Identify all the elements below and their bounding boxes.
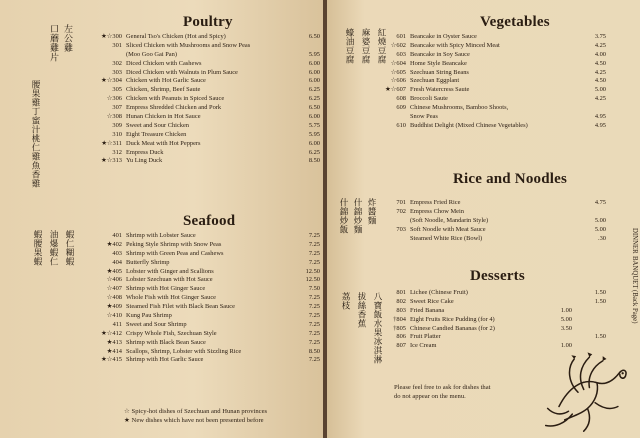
menu-item-price: 7.25 <box>308 312 320 320</box>
menu-item-name: Crispy Whole Fish, Szechuan Style <box>126 329 217 337</box>
menu-item-price: 4.25 <box>594 95 606 103</box>
menu-item-row <box>100 232 320 241</box>
menu-item-number: 608 <box>396 95 406 103</box>
phoenix-illustration <box>540 340 635 435</box>
menu-item-name: Shrimp with Lobster Sauce <box>126 232 196 239</box>
menu-item-price: 5.00 <box>560 315 572 323</box>
menu-item-number: ★☆311 <box>101 139 122 147</box>
menu-item-price: 3.50 <box>560 324 572 332</box>
menu-item-name: Buddhist Delight (Mixed Chinese Vegetables) <box>410 121 528 129</box>
menu-item-row <box>100 356 320 365</box>
chinese-text-rice-3: 炸醬麵 <box>366 198 376 225</box>
menu-item-row <box>384 77 606 86</box>
menu-item-name: Ice Cream <box>410 342 437 350</box>
chinese-text-dessert-3: 八寶飯水果冰淇淋 <box>372 292 382 364</box>
menu-item-number: ☆604 <box>390 59 406 67</box>
chinese-text-dessert-1: 荔枝 <box>340 292 350 310</box>
menu-item-name: Scallops, Shrimp, Lobster with Sizzling Rice <box>126 347 242 355</box>
menu-item-row <box>384 51 606 60</box>
menu-item-price: 1.00 <box>560 342 572 350</box>
menu-item-row <box>384 316 606 325</box>
menu-item-row <box>100 259 320 268</box>
menu-item-number: ★409 <box>106 303 122 311</box>
menu-item-name: Beancake in Oyster Sauce <box>410 33 477 40</box>
menu-item-price: 7.25 <box>308 258 320 266</box>
menu-item-name: Shrimp with Green Peas and Cashews <box>126 249 224 257</box>
chinese-text-veg-2: 麻婆豆腐 <box>360 28 370 64</box>
menu-item-name: Empress Fried Rice <box>410 199 461 206</box>
menu-item-number: ★☆415 <box>100 356 122 364</box>
menu-item-name: Fried Banana <box>410 306 445 314</box>
menu-item-price: 4.25 <box>594 41 606 49</box>
menu-item-price: 1.50 <box>594 333 606 341</box>
menu-item-price: 5.95 <box>308 50 320 58</box>
menu-item-price: 12.50 <box>305 267 320 275</box>
menu-item-row <box>100 268 320 277</box>
menu-item-row <box>100 157 320 166</box>
menu-item-row <box>100 339 320 348</box>
menu-item-number: 305 <box>112 86 122 94</box>
menu-item-name: Whole Fish with Hot Ginger Sauce <box>126 294 216 302</box>
menu-item-name: Beancake in Soy Sauce <box>410 50 470 58</box>
menu-item-price: 1.50 <box>594 289 606 296</box>
menu-item-name: (Soft Noodle, Mandarin Style) <box>410 216 489 224</box>
desserts-heading: Desserts <box>470 268 525 284</box>
menu-item-name: Szechuan String Beans <box>410 68 469 76</box>
menu-item-row <box>100 131 320 140</box>
menu-item-number: 610 <box>396 121 406 129</box>
menu-item-number: 309 <box>112 121 122 129</box>
menu-item-number: ★405 <box>106 267 122 275</box>
menu-item-name: Chinese Mushrooms, Bamboo Shoots, <box>410 104 509 112</box>
menu-item-number: †804 <box>393 315 406 323</box>
menu-item-number: ★☆607 <box>384 86 406 94</box>
menu-item-price: 3.75 <box>594 33 606 40</box>
menu-item-name: Sweet and Sour Shrimp <box>126 320 187 328</box>
menu-item-name: Yu Ling Duck <box>126 157 163 165</box>
menu-item-price: 6.00 <box>308 77 320 85</box>
menu-item-number: 303 <box>112 68 122 76</box>
menu-item-name: Shrimp with Black Bean Sauce <box>126 338 206 346</box>
menu-item-row <box>100 113 320 122</box>
menu-item-row <box>384 86 606 95</box>
menu-item-price: 1.00 <box>560 306 572 314</box>
menu-item-name: Sweet and Sour Chicken <box>126 121 190 129</box>
menu-item-number: 702 <box>396 207 406 215</box>
seafood-heading: Seafood <box>183 213 236 229</box>
chinese-text-rice-1: 什錦炒飯 <box>338 198 348 234</box>
menu-item-row <box>100 140 320 149</box>
menu-item-name: Lobster with Ginger and Scallions <box>126 267 214 275</box>
menu-note-line-2: do not appear on the menu. <box>394 393 466 400</box>
chinese-text-seafood-3: 蝦腰果蝦 <box>32 230 42 266</box>
menu-item-number: ★☆313 <box>100 157 122 165</box>
menu-item-number: 801 <box>396 289 406 296</box>
footnote-spicy: ☆ Spicy-hot dishes of Szechuan and Hunan provinces <box>124 408 268 415</box>
menu-item-price: 4.95 <box>594 113 606 121</box>
menu-item-row <box>384 208 606 217</box>
menu-item-row <box>384 33 606 42</box>
menu-item-price: 4.50 <box>594 59 606 67</box>
menu-item-name: Empress Shredded Chicken and Pork <box>126 104 222 112</box>
side-label-banquet: BANQUET (Back Page) <box>631 255 638 324</box>
menu-item-price: 5.95 <box>308 130 320 138</box>
menu-item-row <box>384 226 606 235</box>
menu-item-name: Steamed Fish Filet with Black Bean Sauce <box>126 303 235 311</box>
menu-item-name: Shrimp with Hot Ginger Sauce <box>126 285 206 293</box>
menu-item-price: .30 <box>598 234 606 242</box>
menu-item-row <box>384 42 606 51</box>
vegetables-list <box>384 33 606 131</box>
menu-item-name: Hunan Chicken in Hot Sauce <box>126 113 201 121</box>
menu-item-row <box>384 69 606 78</box>
chinese-text-poultry-1: 左公雞 <box>62 24 72 53</box>
menu-item-row <box>100 276 320 285</box>
menu-item-name: Sliced Chicken with Mushrooms and Snow Peas <box>126 41 251 49</box>
menu-item-row <box>384 307 606 316</box>
menu-item-number: ★413 <box>106 338 122 346</box>
menu-item-name: Chicken, Shrimp, Beef Saute <box>126 86 201 94</box>
menu-item-name: Eight Treasure Chicken <box>126 130 187 138</box>
menu-item-number: 609 <box>396 104 406 112</box>
menu-item-number: ★402 <box>106 240 122 248</box>
menu-item-name: Butterfly Shrimp <box>126 258 170 266</box>
menu-item-number: 301 <box>112 41 122 49</box>
menu-item-row <box>100 250 320 259</box>
menu-item-number: 401 <box>112 232 122 239</box>
menu-item-price: 6.00 <box>308 68 320 76</box>
menu-item-number: ☆308 <box>106 113 122 121</box>
poultry-heading: Poultry <box>183 14 233 30</box>
menu-item-name: Eight Fruits Rice Pudding (for 4) <box>410 315 495 323</box>
menu-item-name: Diced Chicken with Walnuts in Plum Sauce <box>126 68 238 76</box>
menu-item-name: Chicken with Peanuts in Spiced Sauce <box>126 95 225 103</box>
menu-item-price: 7.25 <box>308 294 320 302</box>
menu-item-name: Empress Chow Mein <box>410 207 464 215</box>
menu-item-row <box>100 149 320 158</box>
menu-item-row <box>100 104 320 113</box>
menu-item-number: ★☆304 <box>100 77 122 85</box>
menu-item-price: 6.50 <box>308 33 320 40</box>
rice-noodles-heading: Rice and Noodles <box>453 171 568 187</box>
menu-item-name: Chicken with Hot Garlic Sauce <box>126 77 206 85</box>
menu-item-price: 6.25 <box>308 86 320 94</box>
menu-item-price: 8.50 <box>308 157 320 165</box>
menu-item-number: 807 <box>396 342 406 350</box>
menu-item-price: 7.25 <box>308 320 320 328</box>
menu-item-name: Kung Pau Shrimp <box>126 312 172 320</box>
menu-item-name: Home Style Beancake <box>410 59 467 67</box>
menu-item-name: Duck Meat with Hot Peppers <box>126 139 201 147</box>
menu-item-row <box>384 104 606 113</box>
menu-item-price: 4.95 <box>594 121 606 129</box>
menu-item-row <box>384 289 606 298</box>
menu-item-row <box>100 294 320 303</box>
menu-item-name: Shrimp with Hot Garlic Sauce <box>126 356 204 364</box>
menu-item-row <box>100 69 320 78</box>
footnote-new: ★ New dishes which have not been presented before <box>124 417 264 424</box>
menu-item-price: 6.00 <box>308 59 320 67</box>
menu-item-name: Chinese Candied Bananas (for 2) <box>410 324 495 332</box>
menu-item-price: 5.00 <box>594 216 606 224</box>
menu-item-price: 7.25 <box>308 232 320 239</box>
menu-item-price: 4.00 <box>594 50 606 58</box>
menu-item-price: 7.25 <box>308 356 320 364</box>
menu-item-name: General Tso's Chicken (Hot and Spicy) <box>126 33 226 40</box>
chinese-text-poultry-2: 口蘑雞片 <box>48 24 58 62</box>
menu-item-number: 806 <box>396 333 406 341</box>
chinese-text-veg-3: 紅燒豆腐 <box>376 28 386 64</box>
menu-item-price: 6.00 <box>308 139 320 147</box>
menu-item-row <box>384 95 606 104</box>
menu-item-number: 307 <box>112 104 122 112</box>
menu-item-name: Fresh Watercress Saute <box>410 86 470 94</box>
chinese-text-seafood-2: 油爆蝦仁 <box>48 230 58 266</box>
menu-item-price: 7.25 <box>308 240 320 248</box>
menu-item-name: (Moo Goo Gai Pan) <box>126 50 177 58</box>
menu-item-number: 403 <box>112 249 122 257</box>
menu-item-price: 6.25 <box>308 95 320 103</box>
chinese-text-poultry-3: 腰果雞丁蜜汁桃仁雞魚香雞 <box>30 80 40 188</box>
menu-item-row <box>100 33 320 42</box>
menu-item-price: 6.25 <box>308 148 320 156</box>
menu-item-price: 7.25 <box>308 303 320 311</box>
menu-item-name: Lobster Szechuan with Hot Sauce <box>126 276 213 284</box>
vegetables-heading: Vegetables <box>480 14 550 30</box>
menu-item-row <box>384 199 606 208</box>
menu-item-number: 802 <box>396 297 406 305</box>
side-label <box>631 228 638 323</box>
menu-item-name: Sweet Rice Cake <box>410 297 454 305</box>
menu-item-name: Steamed White Rice (Bowl) <box>410 234 483 242</box>
menu-note-line-1: Please feel free to ask for dishes that <box>394 384 491 391</box>
menu-item-row <box>384 113 606 122</box>
menu-item-name: Lichee (Chinese Fruit) <box>410 289 468 296</box>
menu-item-number: ★☆412 <box>100 329 122 337</box>
chinese-text-dessert-2: 拔絲香蕉 <box>356 292 366 328</box>
menu-item-row <box>100 348 320 357</box>
menu-item-number: 803 <box>396 306 406 314</box>
menu-item-price: 7.25 <box>308 249 320 257</box>
menu-item-price: 6.50 <box>308 104 320 112</box>
menu-item-row <box>384 298 606 307</box>
menu-item-price: 1.50 <box>594 297 606 305</box>
menu-item-number: †805 <box>393 324 406 332</box>
menu-item-name: Broccoli Saute <box>410 95 448 103</box>
menu-item-name: Peking Style Shrimp with Snow Peas <box>126 240 222 248</box>
menu-item-name: Soft Noodle with Meat Sauce <box>410 225 486 233</box>
menu-item-row <box>100 77 320 86</box>
menu-item-price: 7.50 <box>308 285 320 293</box>
chinese-text-veg-1: 蠔油豆腐 <box>344 28 354 64</box>
menu-item-number: ☆406 <box>106 276 122 284</box>
menu-item-price: 4.50 <box>594 77 606 85</box>
menu-item-row <box>100 86 320 95</box>
menu-item-name: Beancake with Spicy Minced Meat <box>410 41 500 49</box>
menu-item-price: 5.75 <box>308 121 320 129</box>
menu-item-row <box>384 60 606 69</box>
menu-item-price: 5.00 <box>594 225 606 233</box>
menu-item-number: 310 <box>112 130 122 138</box>
side-label-dinner: DINNER <box>631 228 638 254</box>
menu-item-row <box>100 285 320 294</box>
menu-item-number: 601 <box>396 33 406 40</box>
menu-item-number: ☆606 <box>390 77 406 85</box>
menu-item-row <box>384 217 606 226</box>
menu-item-price: 6.00 <box>308 113 320 121</box>
menu-item-number: 603 <box>396 50 406 58</box>
menu-item-number: ☆407 <box>106 285 122 293</box>
menu-item-price: 7.25 <box>308 338 320 346</box>
seafood-list <box>100 232 320 365</box>
menu-item-row <box>100 95 320 104</box>
menu-item-price: 4.75 <box>594 199 606 206</box>
menu-item-number: 312 <box>112 148 122 156</box>
menu-item-price: 12.50 <box>305 276 320 284</box>
menu-item-row <box>100 241 320 250</box>
chinese-text-seafood-1: 蝦仁糊蝦 <box>64 230 74 266</box>
menu-item-number: ★414 <box>106 347 122 355</box>
menu-item-row <box>100 122 320 131</box>
menu-item-number: ★☆300 <box>100 33 122 40</box>
menu-item-name: Empress Duck <box>126 148 164 156</box>
menu-item-number: 703 <box>396 225 406 233</box>
menu-item-number: ☆306 <box>106 95 122 103</box>
menu-item-row <box>100 321 320 330</box>
menu-item-row <box>100 51 320 60</box>
menu-item-number: ☆605 <box>390 68 406 76</box>
menu-item-row <box>100 60 320 69</box>
menu-item-row <box>100 312 320 321</box>
rice-noodles-list <box>384 199 606 243</box>
poultry-list <box>100 33 320 166</box>
menu-item-number: ☆408 <box>106 294 122 302</box>
chinese-text-rice-2: 什錦炒麵 <box>352 198 362 234</box>
menu-item-row <box>384 122 606 131</box>
menu-item-row <box>100 42 320 51</box>
menu-item-row <box>100 303 320 312</box>
menu-item-number: ☆602 <box>390 41 406 49</box>
menu-item-name: Szechuan Eggplant <box>410 77 460 85</box>
menu-item-number: 404 <box>112 258 122 266</box>
menu-item-number: ☆410 <box>106 312 122 320</box>
menu-item-number: 302 <box>112 59 122 67</box>
menu-item-row <box>384 325 606 334</box>
menu-item-row <box>100 330 320 339</box>
menu-item-number: 411 <box>112 320 122 328</box>
menu-item-price: 7.25 <box>308 329 320 337</box>
menu-item-number: 701 <box>396 199 406 206</box>
menu-item-price: 5.00 <box>594 86 606 94</box>
menu-item-name: Fruit Platter <box>410 333 441 341</box>
menu-item-name: Diced Chicken with Cashews <box>126 59 202 67</box>
menu-item-price: 4.25 <box>594 68 606 76</box>
menu-item-row <box>384 235 606 244</box>
menu-item-name: Snow Peas <box>410 113 438 121</box>
menu-item-price: 8.50 <box>308 347 320 355</box>
